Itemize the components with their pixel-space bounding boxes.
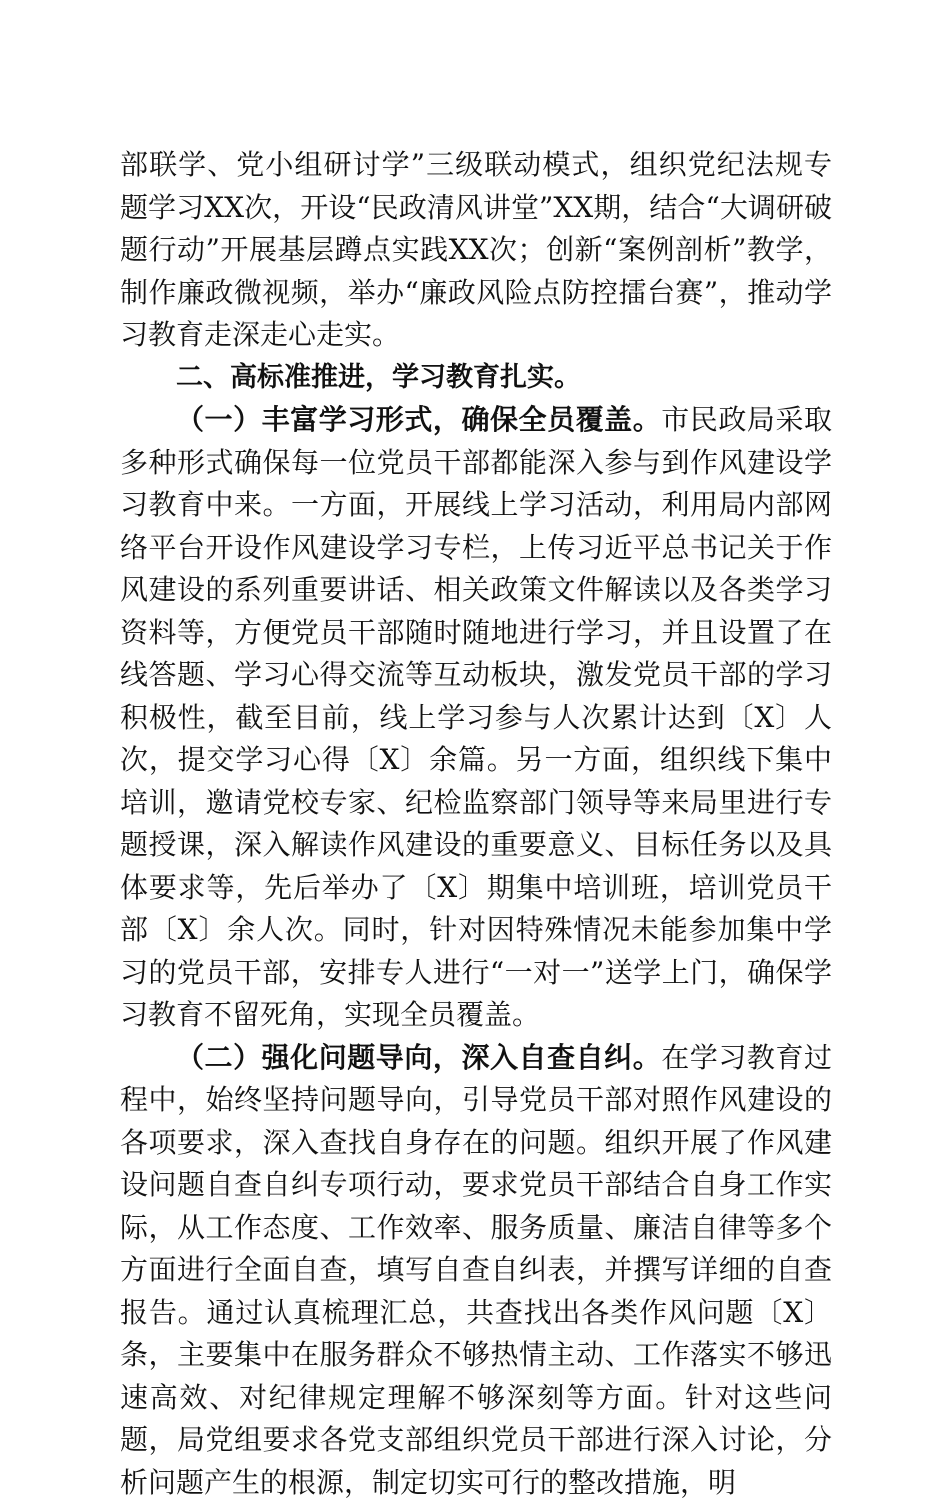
- document-page: [120, 144, 832, 1504]
- intro-paragraph: 部联学、党小组研讨学”三级联动模式，组织党纪法规专题学习XX次，开设“民政清风讲堂”XX期，结合“大调研破题行动”开展基层蹲点实践XX次；创新“案例剖析”教学，制作廉政微视频，举办“廉政风险点防控擂台赛”，推动学习教育走深走心走实。: [120, 144, 832, 357]
- subsection-two-title: （二）强化问题导向，深入自查自纠。: [176, 1041, 661, 1074]
- section-two-heading: 二、高标准推进，学习教育扎实。: [120, 357, 832, 400]
- subsection-two-paragraph: [120, 1037, 832, 1504]
- subsection-two-body: 在学习教育过程中，始终坚持问题导向，引导党员干部对照作风建设的各项要求，深入查找自身存在的问题。组织开展了作风建设问题自查自纠专项行动，要求党员干部结合自身工作实际，从工作态度、工作效率、服务质量、廉洁自律等多个方面进行全面自查，填写自查自纠表，并撰写详细的自查报告。通过认真梳理汇总，共查找出各类作风问题〔X〕条，主要集中在服务群众不够热情主动、工作落实不够迅速高效、对纪律规定理解不够深刻等方面。针对这些问题，局党组要求各党支部组织党员干部进行深入讨论，分析问题产生的根源，制定切实可行的整改措施，明: [120, 1041, 832, 1499]
- subsection-one-title: （一）丰富学习形式，确保全员覆盖。: [176, 403, 661, 436]
- subsection-one-body: 市民政局采取多种形式确保每一位党员干部都能深入参与到作风建设学习教育中来。一方面，开展线上学习活动，利用局内部网络平台开设作风建设学习专栏，上传习近平总书记关于作风建设的系列重要讲话、相关政策文件解读以及各类学习资料等，方便党员干部随时随地进行学习，并且设置了在线答题、学习心得交流等互动板块，激发党员干部的学习积极性，截至目前，线上学习参与人次累计达到〔X〕人次，提交学习心得〔X〕余篇。另一方面，组织线下集中培训，邀请党校专家、纪检监察部门领导等来局里进行专题授课，深入解读作风建设的重要意义、目标任务以及具体要求等，先后举办了〔X〕期集中培训班，培训党员干部〔X〕余人次。同时，针对因特殊情况未能参加集中学习的党员干部，安排专人进行“一对一”送学上门，确保学习教育不留死角，实现全员覆盖。: [120, 403, 832, 1031]
- subsection-one-paragraph: [120, 399, 832, 1037]
